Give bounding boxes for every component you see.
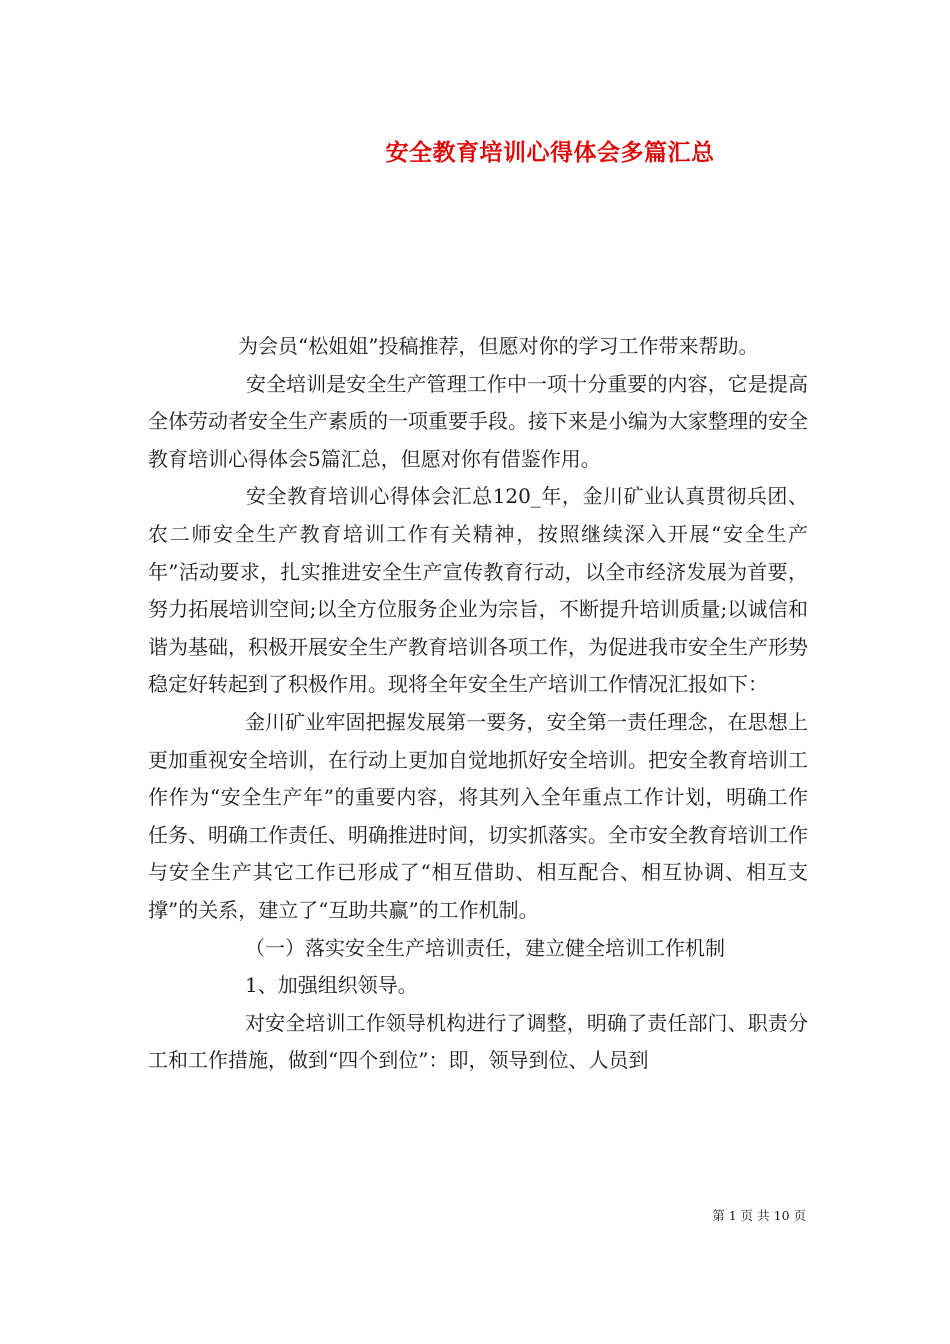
document-title: 安全教育培训心得体会多篇汇总	[385, 139, 715, 166]
paragraph-summary: 安全培训是安全生产管理工作中一项十分重要的内容，它是提高全体劳动者安全生产素质的一项重要手段。接下来是小编为大家整理的安全教育培训心得体会5篇汇总，但愿对你有借鉴作用。	[148, 371, 808, 471]
section-heading-1: （一）落实安全生产培训责任，建立健全培训工作机制	[245, 935, 725, 960]
paragraph-jinchuan: 金川矿业牢固把握发展第一要务，安全第一责任理念，在思想上更加重视安全培训，在行动上更加自觉地抓好安全培训。把安全教育培训工作作为“安全生产年”的重要内容，将其列入全年重点工作计划，明确工作任务、明确工作责任、明确推进时间，切实抓落实。全市安全教育培训工作与安全生产其它工作已形成了“相互借助、相互配合、相互协调、相互支撑”的关系，建立了“互助共赢”的工作机制。	[148, 709, 808, 922]
paragraph-organization: 对安全培训工作领导机构进行了调整，明确了责任部门、职责分工和工作措施，做到“四个到位”：即，领导到位、人员到	[148, 1010, 808, 1073]
document-body	[148, 328, 808, 1080]
paragraph-report-opening: 安全教育培训心得体会汇总120_年，金川矿业认真贯彻兵团、农二师安全生产教育培训工作有关精神，按照继续深入开展“安全生产年”活动要求，扎实推进安全生产宣传教育行动，以全市经济发展为首要，努力拓展培训空间;以全方位服务企业为宗旨，不断提升培训质量;以诚信和谐为基础，积极开展安全生产教育培训各项工作，为促进我市安全生产形势稳定好转起到了积极作用。现将全年安全生产培训工作情况汇报如下：	[148, 484, 808, 697]
subheading-1: 1、加强组织领导。	[245, 973, 418, 998]
page-number-footer: 第 1 页 共 10 页	[712, 1208, 806, 1223]
paragraph-intro: 为会员“松姐姐”投稿推荐，但愿对你的学习工作带来帮助。	[238, 334, 759, 358]
